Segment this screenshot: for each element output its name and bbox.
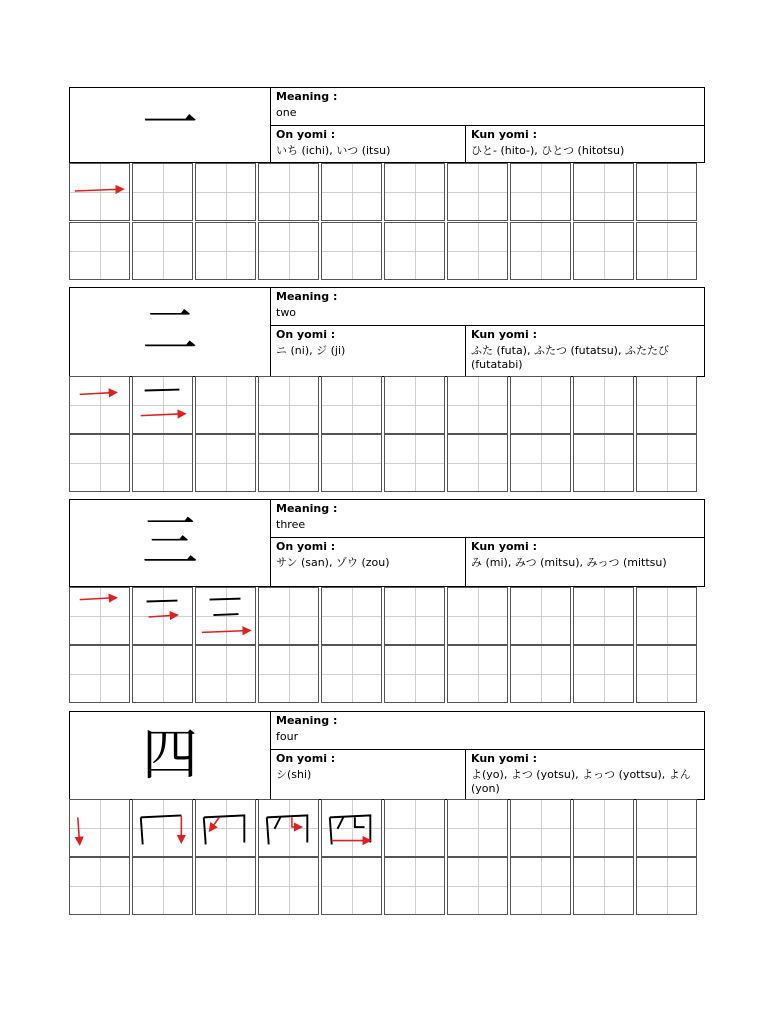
stroke-order-row	[69, 376, 705, 434]
stroke-order-box	[447, 163, 508, 221]
meaning-cell	[271, 88, 704, 126]
practice-box	[132, 645, 193, 703]
kanji-character: 一	[142, 92, 198, 157]
stroke-order-row	[69, 587, 705, 645]
practice-box	[447, 222, 508, 280]
kun-yomi-label: Kun yomi :	[471, 128, 538, 141]
stroke-order-box	[636, 799, 697, 857]
stroke-diagram-svg	[70, 588, 129, 644]
stroke-diagram-svg	[70, 800, 129, 856]
practice-box	[384, 645, 445, 703]
stroke-diagram-svg	[196, 800, 255, 856]
stroke-order-row	[69, 163, 705, 221]
stroke-diagram-svg	[70, 377, 129, 433]
practice-box	[69, 434, 130, 492]
stroke-order-box	[384, 799, 445, 857]
practice-box	[447, 645, 508, 703]
kun-yomi-label: Kun yomi :	[471, 328, 538, 341]
stroke-order-box	[384, 376, 445, 434]
stroke-order-box	[510, 587, 571, 645]
kun-yomi-cell	[466, 126, 704, 162]
practice-box	[132, 222, 193, 280]
kanji-cell	[70, 88, 271, 162]
stroke-order-diagram	[195, 799, 256, 857]
kanji-cell	[70, 712, 271, 799]
practice-box	[69, 857, 130, 915]
meaning-label: Meaning :	[276, 502, 338, 515]
stroke-order-diagram	[132, 376, 193, 434]
practice-box	[258, 434, 319, 492]
on-yomi-value: サン (san), ゾウ (zou)	[276, 556, 390, 569]
stroke-diagram-svg	[133, 377, 192, 433]
meaning-value: four	[276, 730, 299, 743]
stroke-order-box	[510, 799, 571, 857]
stroke-order-box	[636, 163, 697, 221]
kanji-character: 四	[142, 722, 198, 788]
practice-box	[384, 222, 445, 280]
stroke-order-box	[447, 799, 508, 857]
on-yomi-value: ニ (ni), ジ (ji)	[276, 344, 346, 357]
practice-box	[636, 645, 697, 703]
kanji-info-table	[69, 711, 705, 800]
stroke-order-box	[195, 163, 256, 221]
kanji-cell	[70, 500, 271, 586]
stroke-order-box	[573, 376, 634, 434]
kun-yomi-cell	[466, 750, 704, 799]
stroke-order-box	[573, 587, 634, 645]
kanji-info-table	[69, 499, 705, 587]
practice-box	[636, 222, 697, 280]
stroke-order-diagram	[132, 587, 193, 645]
kanji-info-table	[69, 287, 705, 377]
on-yomi-label: On yomi :	[276, 128, 336, 141]
practice-box	[258, 222, 319, 280]
practice-box	[195, 857, 256, 915]
stroke-order-diagram	[69, 587, 130, 645]
stroke-order-box	[321, 163, 382, 221]
practice-box	[69, 222, 130, 280]
stroke-order-box	[195, 376, 256, 434]
meaning-label: Meaning :	[276, 290, 338, 303]
stroke-diagram-svg	[70, 164, 129, 220]
practice-box	[258, 645, 319, 703]
practice-box	[195, 434, 256, 492]
on-yomi-label: On yomi :	[276, 752, 336, 765]
stroke-order-box	[573, 163, 634, 221]
practice-box	[384, 434, 445, 492]
practice-box	[636, 434, 697, 492]
stroke-order-box	[510, 163, 571, 221]
on-yomi-label: On yomi :	[276, 540, 336, 553]
practice-box	[573, 222, 634, 280]
practice-box	[573, 857, 634, 915]
on-yomi-value: いち (ichi), いつ (itsu)	[276, 144, 391, 157]
practice-box	[132, 857, 193, 915]
practice-box	[321, 434, 382, 492]
practice-box	[384, 857, 445, 915]
meaning-cell	[271, 500, 704, 538]
stroke-order-box	[258, 163, 319, 221]
meaning-cell	[271, 712, 704, 750]
stroke-order-box	[573, 799, 634, 857]
stroke-order-box	[384, 587, 445, 645]
on-yomi-cell	[271, 326, 466, 376]
meaning-label: Meaning :	[276, 90, 338, 103]
stroke-order-diagram	[69, 376, 130, 434]
practice-box	[636, 857, 697, 915]
meaning-value: one	[276, 106, 297, 119]
on-yomi-value: シ(shi)	[276, 768, 312, 781]
on-yomi-cell	[271, 750, 466, 799]
stroke-order-box	[321, 376, 382, 434]
stroke-order-diagram	[69, 163, 130, 221]
stroke-order-diagram	[69, 799, 130, 857]
practice-box	[447, 857, 508, 915]
practice-box	[573, 434, 634, 492]
practice-box	[321, 645, 382, 703]
stroke-diagram-svg	[133, 588, 192, 644]
practice-box	[510, 434, 571, 492]
practice-box	[258, 857, 319, 915]
practice-box	[69, 645, 130, 703]
practice-box	[573, 645, 634, 703]
meaning-value: two	[276, 306, 297, 319]
kanji-cell	[70, 288, 271, 376]
kanji-character: 三	[142, 510, 198, 575]
stroke-order-diagram	[321, 799, 382, 857]
kanji-info-table	[69, 87, 705, 163]
stroke-order-box	[258, 587, 319, 645]
stroke-order-box	[384, 163, 445, 221]
kun-yomi-value: ふた (futa), ふたつ (futatsu), ふたたび (futatabi)	[471, 344, 669, 371]
stroke-order-box	[447, 587, 508, 645]
practice-row	[69, 645, 705, 703]
stroke-order-diagram	[258, 799, 319, 857]
practice-box	[510, 645, 571, 703]
kun-yomi-label: Kun yomi :	[471, 752, 538, 765]
stroke-diagram-svg	[196, 588, 255, 644]
meaning-label: Meaning :	[276, 714, 338, 727]
kun-yomi-value: ひと- (hito-), ひとつ (hitotsu)	[471, 144, 625, 157]
practice-row	[69, 434, 705, 492]
practice-box	[321, 857, 382, 915]
practice-box	[195, 222, 256, 280]
stroke-order-box	[636, 587, 697, 645]
stroke-order-box	[132, 163, 193, 221]
on-yomi-cell	[271, 126, 466, 162]
stroke-diagram-svg	[133, 800, 192, 856]
practice-box	[195, 645, 256, 703]
stroke-order-diagram	[195, 587, 256, 645]
stroke-order-box	[447, 376, 508, 434]
practice-box	[321, 222, 382, 280]
stroke-order-box	[321, 587, 382, 645]
stroke-order-box	[510, 376, 571, 434]
practice-row	[69, 222, 705, 280]
kun-yomi-value: よ(yo), よつ (yotsu), よっつ (yottsu), よん (yon)	[471, 768, 691, 795]
stroke-diagram-svg	[259, 800, 318, 856]
practice-box	[510, 222, 571, 280]
kun-yomi-cell	[466, 538, 704, 586]
kanji-character: 二	[142, 299, 198, 364]
kun-yomi-label: Kun yomi :	[471, 540, 538, 553]
stroke-diagram-svg	[322, 800, 381, 856]
meaning-cell	[271, 288, 704, 326]
practice-box	[132, 434, 193, 492]
on-yomi-label: On yomi :	[276, 328, 336, 341]
stroke-order-diagram	[132, 799, 193, 857]
stroke-order-box	[636, 376, 697, 434]
practice-row	[69, 857, 705, 915]
meaning-value: three	[276, 518, 306, 531]
kun-yomi-cell	[466, 326, 704, 376]
kun-yomi-value: み (mi), みつ (mitsu), みっつ (mittsu)	[471, 556, 667, 569]
stroke-order-row	[69, 799, 705, 857]
on-yomi-cell	[271, 538, 466, 586]
practice-box	[510, 857, 571, 915]
practice-box	[447, 434, 508, 492]
stroke-order-box	[258, 376, 319, 434]
